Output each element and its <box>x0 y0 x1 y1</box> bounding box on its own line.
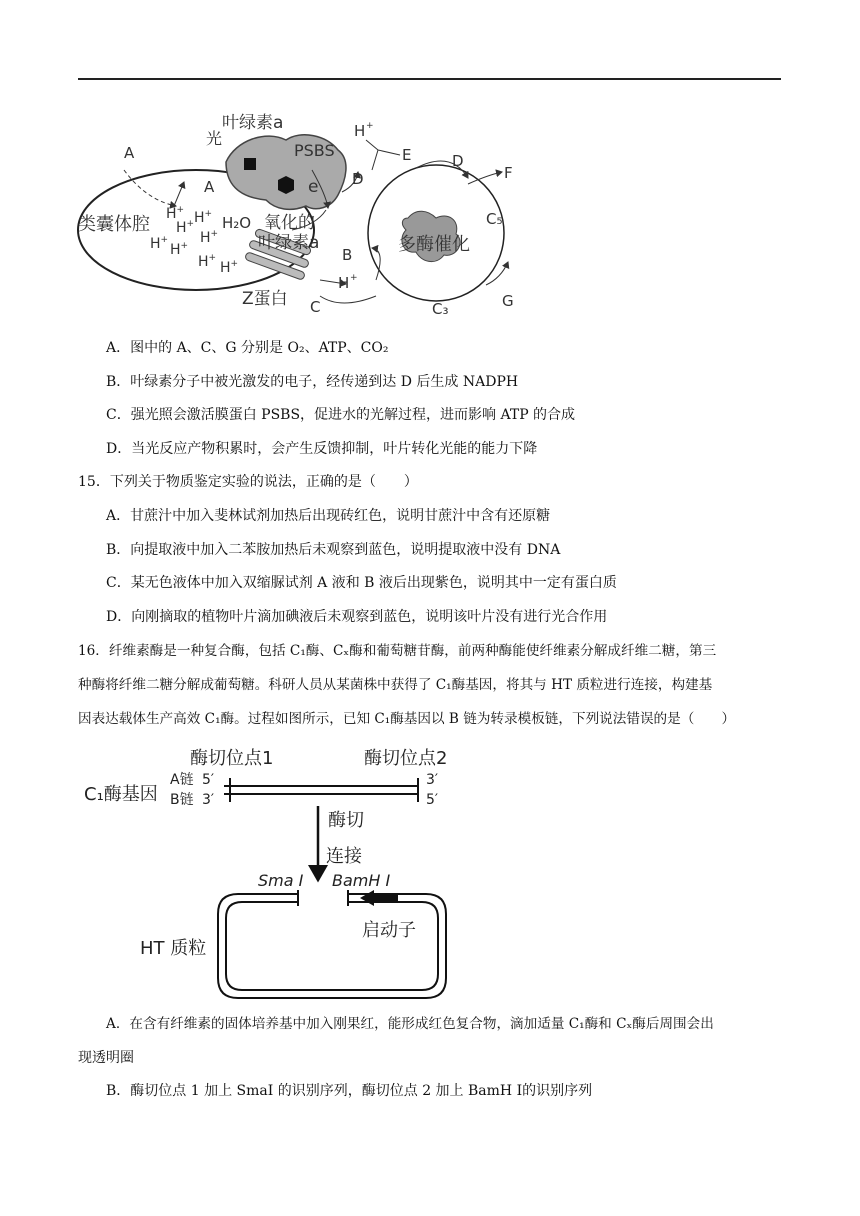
label-e: E <box>402 146 412 164</box>
label-c3: C₃ <box>432 300 449 318</box>
svg-text:H+: H+ <box>176 219 195 236</box>
label-d-left: D <box>352 170 364 188</box>
svg-text:H+: H+ <box>220 259 239 276</box>
svg-text:+: + <box>350 273 358 283</box>
label-c5: C₅ <box>486 210 503 228</box>
label-bam: BamH Ⅰ <box>332 871 391 890</box>
q15-option-d: D．向刚摘取的植物叶片滴加碘液后未观察到蓝色，说明该叶片没有进行光合作用 <box>106 609 608 625</box>
svg-text:H+: H+ <box>166 205 185 222</box>
svg-text:H+: H+ <box>200 229 219 246</box>
label-cut: 酶切 <box>328 810 364 831</box>
svg-text:H+: H+ <box>170 241 189 258</box>
svg-text:H+: H+ <box>150 235 169 252</box>
label-f: F <box>504 164 513 182</box>
label-site1: 酶切位点1 <box>190 748 274 769</box>
label-h2o: H₂O <box>222 214 252 232</box>
label-h-bottom: H <box>338 274 350 292</box>
q16-option-a-line2: 现透明圈 <box>78 1050 134 1066</box>
label-gene: C₁酶基因 <box>84 784 158 805</box>
q14-option-b: B．叶绿素分子中被光激发的电子，经传递到达 D 后生成 NADPH <box>106 374 519 390</box>
label-right-3prime: 3′ <box>426 772 439 788</box>
q15-option-c: C．某无色液体中加入双缩脲试剂 A 液和 B 液后出现紫色，说明其中一定有蛋白质 <box>106 575 617 591</box>
label-light: 光 <box>206 129 223 148</box>
label-psbs: PSBS <box>294 141 335 160</box>
label-site2: 酶切位点2 <box>364 748 448 769</box>
promoter-arrow-icon <box>360 890 398 906</box>
q16-stem-line3: 因表达载体生产高效 C₁酶。过程如图所示，已知 C₁酶基因以 B 链为转录模板链，下列说法错误的是（ ） <box>78 711 736 727</box>
q15-option-a: A．甘蔗汁中加入斐林试剂加热后出现砖红色，说明甘蔗汁中含有还原糖 <box>106 508 551 524</box>
q14-option-d: D．当光反应产物积累时，会产生反馈抑制，叶片转化光能的能力下降 <box>106 441 538 457</box>
chlorophyll-square-icon <box>244 158 256 170</box>
plasmid-outer-loop <box>218 894 446 998</box>
label-c: C <box>310 298 321 316</box>
label-a-inner: A <box>204 178 215 196</box>
svg-text:H+: H+ <box>194 209 213 226</box>
label-chain-b: B链 <box>170 792 194 808</box>
photosynthesis-diagram <box>76 100 536 322</box>
label-thylakoid-lumen: 类囊体腔 <box>78 214 150 235</box>
label-oxidized-chlorophyll: 叶绿素a <box>258 233 320 253</box>
label-multi-enzyme: 多酶催化 <box>398 234 470 255</box>
label-a-5prime: 5′ <box>202 772 215 788</box>
q14-option-c: C．强光照会激活膜蛋白 PSBS，促进水的光解过程，进而影响 ATP 的合成 <box>106 407 576 423</box>
label-electron: e <box>308 177 319 197</box>
label-right-5prime: 5′ <box>426 792 439 808</box>
q15-option-b: B．向提取液中加入二苯胺加热后未观察到蓝色，说明提取液中没有 DNA <box>106 542 561 558</box>
plasmid-inner-loop <box>226 902 438 990</box>
header-rule <box>78 78 781 80</box>
label-chlorophyll-a: 叶绿素a <box>222 113 284 133</box>
svg-text:+: + <box>366 121 374 131</box>
label-plasmid: HT 质粒 <box>140 938 207 959</box>
label-h-top: H <box>354 122 366 140</box>
label-b-3prime: 3′ <box>202 792 215 808</box>
q16-option-b: B．酶切位点 1 加上 SmaI 的识别序列，酶切位点 2 加上 BamH Ⅰ的识别序列 <box>106 1083 593 1099</box>
label-chain-a: A链 <box>170 772 194 788</box>
label-ligate: 连接 <box>326 846 362 867</box>
label-z-protein: Z蛋白 <box>242 289 288 309</box>
label-d-right: D <box>452 152 464 170</box>
label-a-outer: A <box>124 144 135 162</box>
q15-stem: 15．下列关于物质鉴定实验的说法，正确的是（ ） <box>78 474 418 490</box>
label-g: G <box>502 292 514 310</box>
q16-option-a-line1: A．在含有纤维素的固体培养基中加入刚果红，能形成红色复合物，滴加适量 C₁酶和 Cₓ酶后周围会出 <box>106 1016 714 1032</box>
q16-stem-line1: 16．纤维素酶是一种复合酶，包括 C₁酶、Cₓ酶和葡萄糖苷酶，前两种酶能使纤维素分解成纤维二糖，第三 <box>78 643 717 659</box>
svg-text:H+: H+ <box>198 253 217 270</box>
plasmid-construction-diagram <box>78 740 478 1002</box>
q14-option-a: A．图中的 A、C、G 分别是 O₂、ATP、CO₂ <box>106 340 389 356</box>
q16-stem-line2: 种酶将纤维二糖分解成葡萄糖。科研人员从某菌株中获得了 C₁酶基因，将其与 HT 质粒进行连接，构建基 <box>78 677 713 693</box>
label-sma: Sma Ⅰ <box>258 871 304 890</box>
label-b: B <box>342 246 353 264</box>
label-promoter: 启动子 <box>362 920 416 941</box>
label-oxidized: 氧化的 <box>264 213 315 233</box>
